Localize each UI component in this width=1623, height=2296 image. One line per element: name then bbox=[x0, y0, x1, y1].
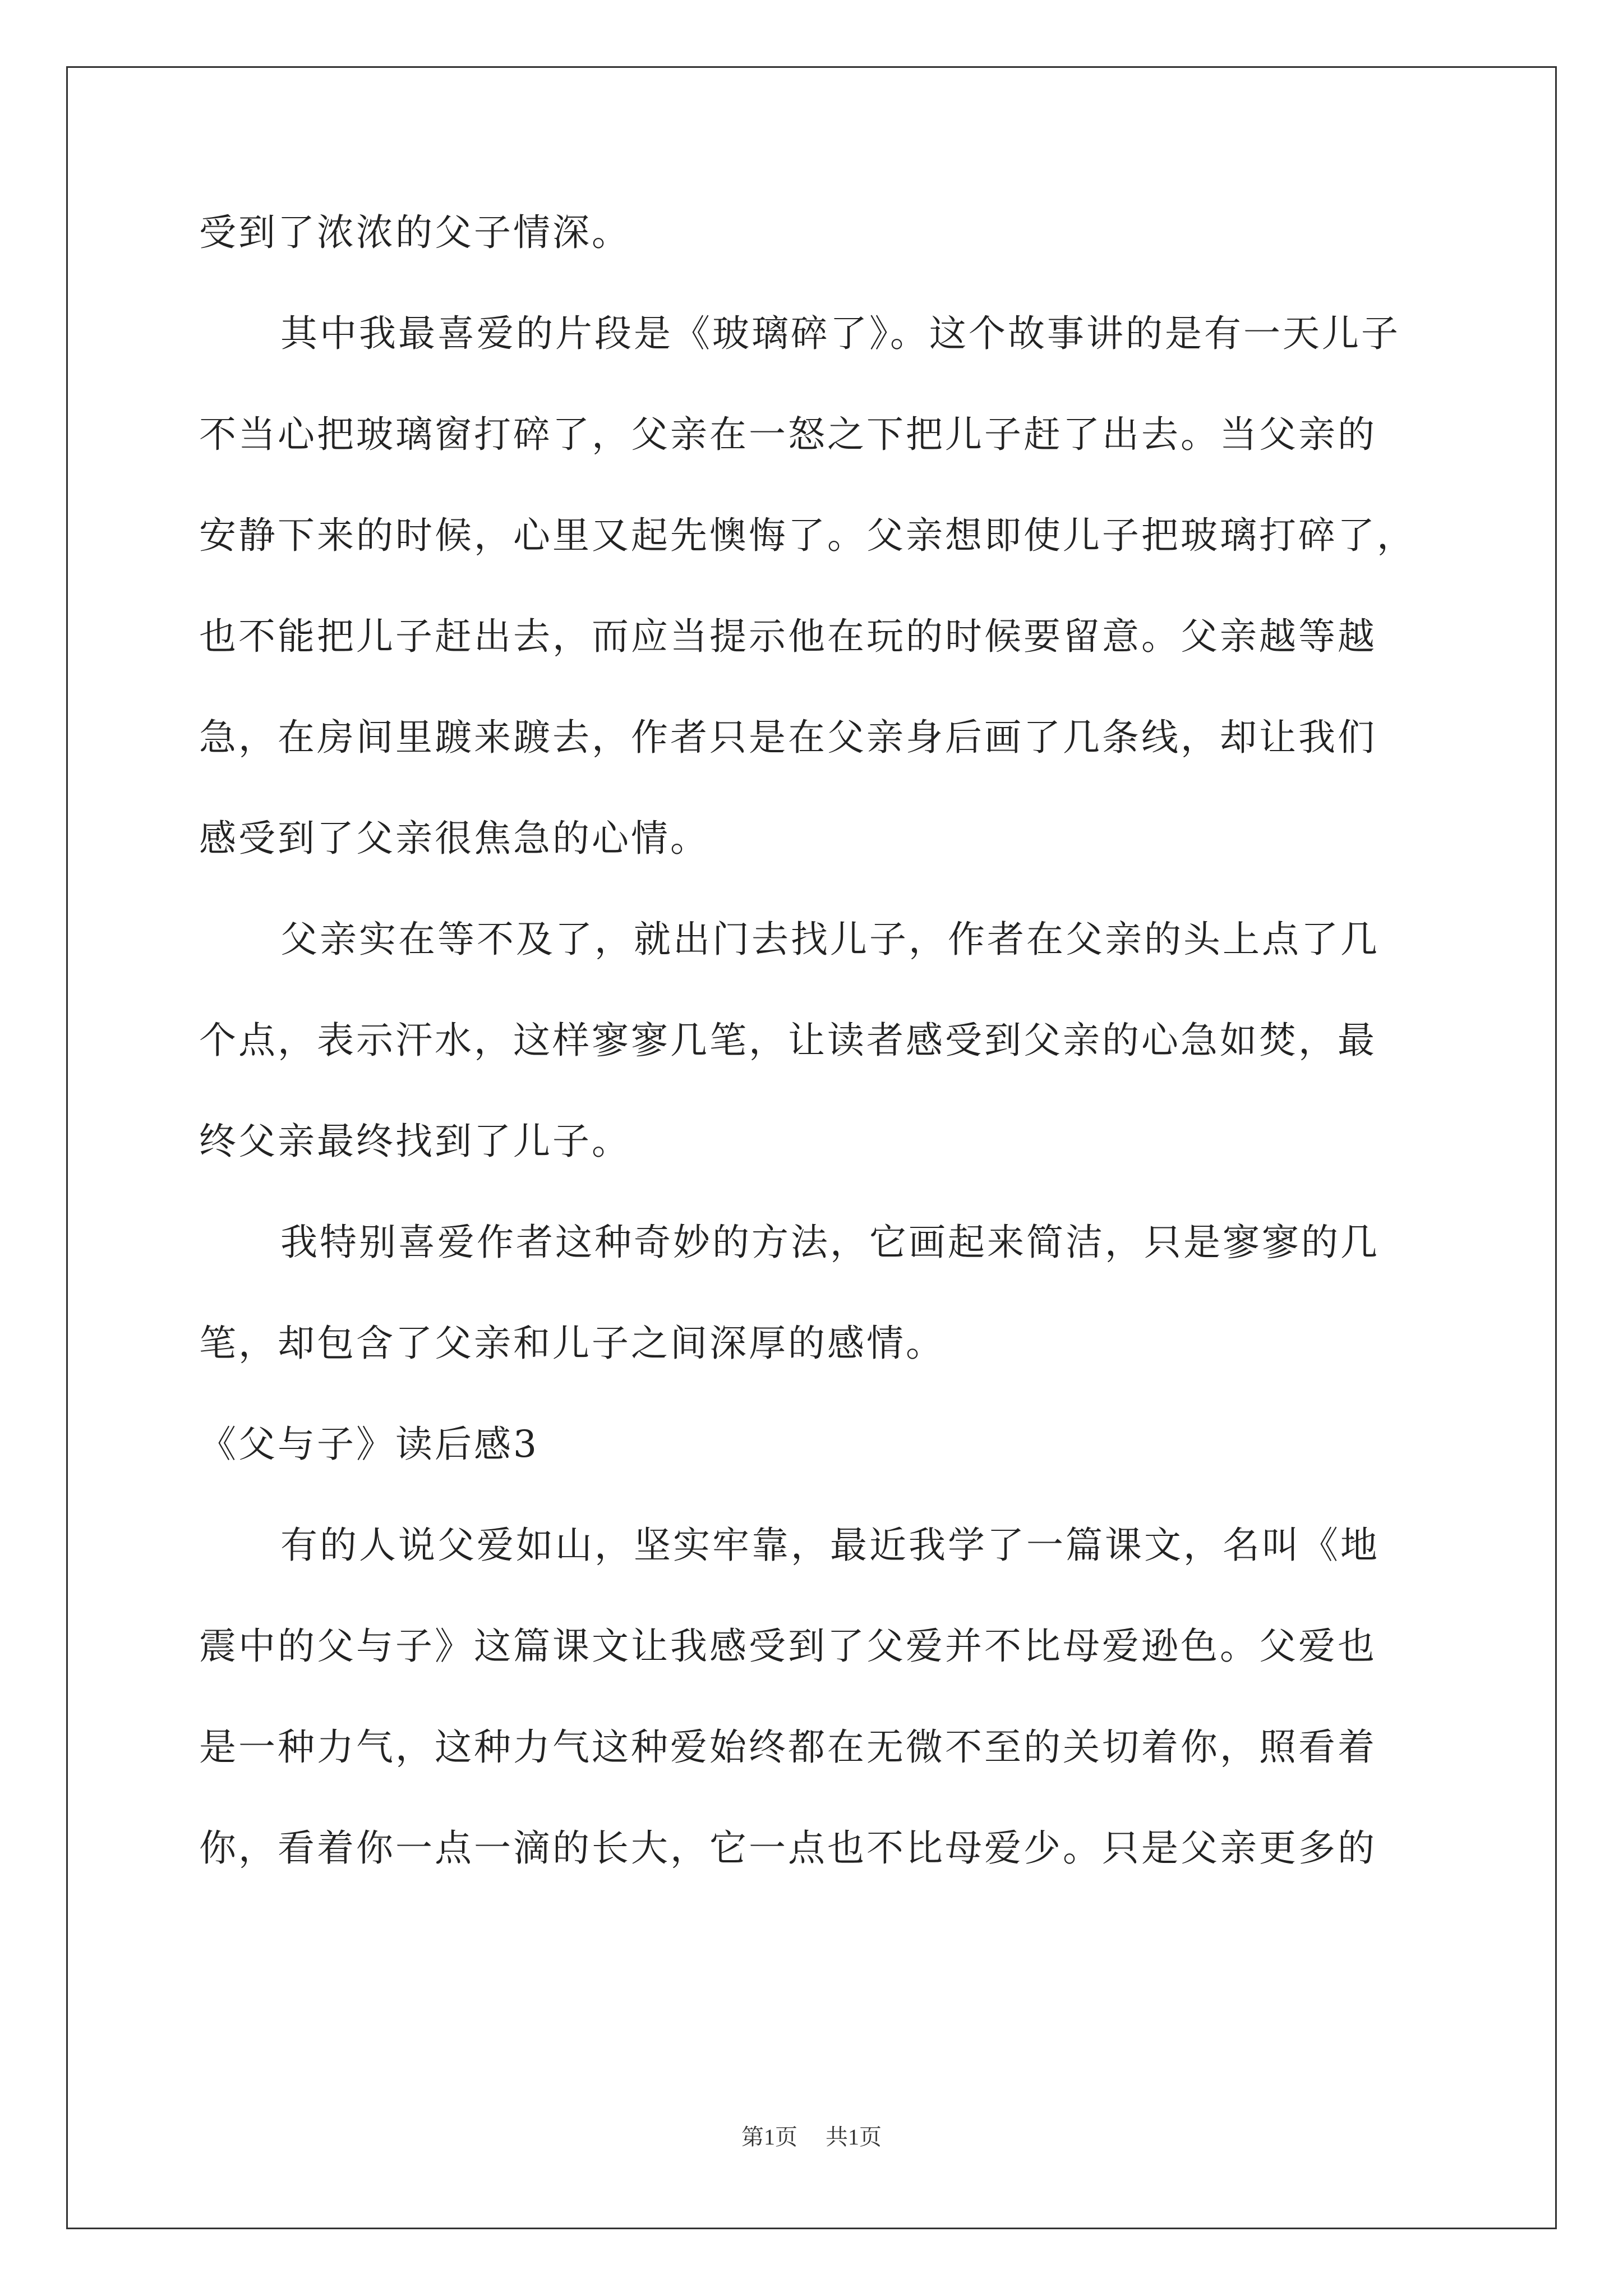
paragraph-line: 受到了浓浓的父子情深。 bbox=[199, 211, 631, 254]
paragraph-line: 我特别喜爱作者这种奇妙的方法，它画起来简洁，只是寥寥的几 bbox=[280, 1221, 1380, 1264]
paragraph-line: 父亲实在等不及了，就出门去找儿子，作者在父亲的头上点了几 bbox=[280, 918, 1380, 961]
paragraph-line: 其中我最喜爱的片段是《玻璃碎了》。这个故事讲的是有一天儿子 bbox=[280, 312, 1400, 355]
paragraph-line: 也不能把儿子赶出去，而应当提示他在玩的时候要留意。父亲越等越 bbox=[199, 615, 1377, 658]
paragraph-line: 个点，表示汗水，这样寥寥几笔，让读者感受到父亲的心急如焚，最 bbox=[199, 1019, 1377, 1062]
paragraph-line: 你，看着你一点一滴的长大，它一点也不比母爱少。只是父亲更多的 bbox=[199, 1826, 1377, 1870]
paragraph-line: 有的人说父爱如山，坚实牢靠，最近我学了一篇课文，名叫《地 bbox=[280, 1524, 1380, 1567]
paragraph-line: 安静下来的时候，心里又起先懊悔了。父亲想即使儿子把玻璃打碎了， bbox=[199, 514, 1416, 557]
page-total: 共1页 bbox=[826, 2124, 882, 2150]
paragraph-line: 感受到了父亲很焦急的心情。 bbox=[199, 817, 709, 860]
paragraph-line: 是一种力气，这种力气这种爱始终都在无微不至的关切着你，照看着 bbox=[199, 1726, 1377, 1769]
paragraph-line: 不当心把玻璃窗打碎了，父亲在一怒之下把儿子赶了出去。当父亲的 bbox=[199, 413, 1377, 456]
page-number: 第1页 bbox=[741, 2124, 797, 2150]
paragraph-line: 震中的父与子》这篇课文让我感受到了父爱并不比母爱逊色。父爱也 bbox=[199, 1625, 1377, 1668]
section-heading: 《父与子》读后感3 bbox=[199, 1423, 539, 1466]
paragraph-line: 笔，却包含了父亲和儿子之间深厚的感情。 bbox=[199, 1322, 945, 1365]
page-footer bbox=[0, 2123, 1623, 2151]
paragraph-line: 急，在房间里踱来踱去，作者只是在父亲身后画了几条线，却让我们 bbox=[199, 716, 1377, 759]
paragraph-line: 终父亲最终找到了儿子。 bbox=[199, 1120, 631, 1163]
